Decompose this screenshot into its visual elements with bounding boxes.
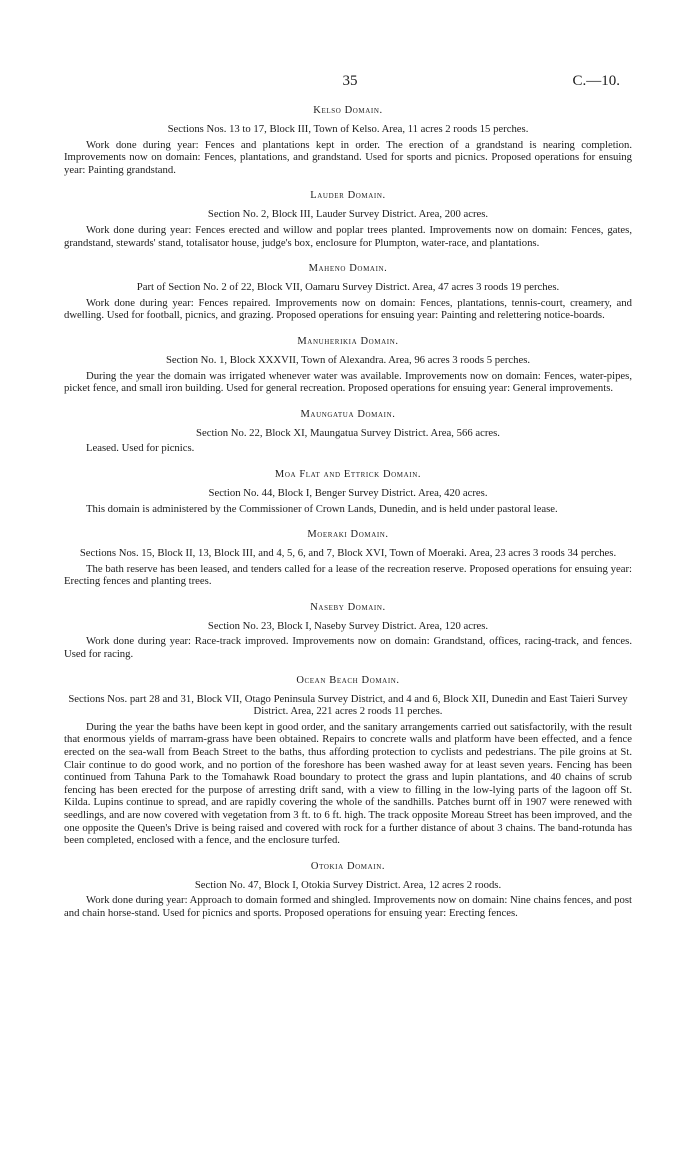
domain-description: The bath reserve has been leased, and tenders called for a lease of the recreation reserve. Proposed operations for ensuing year: Erecting fences and planting trees. bbox=[64, 562, 632, 588]
domain-section-maheno bbox=[64, 263, 632, 322]
domain-heading: Lauder Domain. bbox=[310, 190, 386, 202]
domain-description: Work done during year: Race-track improved. Improvements now on domain: Grandstand, offices, racing-track, and fences. Used for racing. bbox=[64, 635, 632, 661]
domain-location: Sections Nos. part 28 and 31, Block VII, Otago Peninsula Survey District, and 4 and 6, Block XII, Dunedin and East Taieri Survey District. Area, 221 acres 2 roods 11 perches. bbox=[68, 692, 628, 718]
domain-description: Work done during year: Fences erected and willow and poplar trees planted. Improvements now on domain: Fences, gates, grandstand, stewards' stand, totalisator house, judge's box, enclosure for Plumpton, water-race, and plantations. bbox=[64, 223, 632, 249]
domain-description: This domain is administered by the Commissioner of Crown Lands, Dunedin, and is held under pastoral lease. bbox=[86, 502, 558, 515]
domain-description: Work done during year: Fences repaired. Improvements now on domain: Fences, plantations, tennis-court, creamery, and dwelling. Used for football, picnics, and grazing. Proposed operations for ensuing year: Painting and relettering notice-boards. bbox=[64, 296, 632, 322]
domain-location: Section No. 47, Block I, Otokia Survey District. Area, 12 acres 2 roods. bbox=[194, 878, 502, 891]
domain-section-naseby bbox=[64, 602, 632, 661]
page-number: 35 bbox=[342, 73, 358, 89]
domain-heading: Naseby Domain. bbox=[310, 601, 386, 613]
domain-location: Section No. 22, Block XI, Maungatua Survey District. Area, 566 acres. bbox=[196, 426, 500, 439]
domain-heading: Ocean Beach Domain. bbox=[296, 674, 400, 686]
domain-description: Work done during year: Approach to domain formed and shingled. Improvements now on domain: Nine chains fences, and post and chain horse-stand. Used for picnics and sports. Proposed operations for ensuing year: Erecting fences. bbox=[64, 894, 632, 919]
domain-heading: Maungatua Domain. bbox=[300, 408, 396, 420]
domain-sections bbox=[64, 105, 632, 934]
domain-section-ocean-beach bbox=[64, 675, 632, 847]
domain-section-lauder bbox=[64, 190, 632, 249]
domain-section-manuherikia bbox=[64, 336, 632, 395]
domain-section-maungatua bbox=[64, 409, 632, 455]
domain-heading: Moeraki Domain. bbox=[307, 529, 389, 541]
domain-location: Section No. 44, Block I, Benger Survey District. Area, 420 acres. bbox=[208, 486, 488, 499]
domain-description: During the year the baths have been kept in good order, and the sanitary arrangements carried out satisfactorily, with the result that enormous yields of marram-grass have been obtained. Repairs to concrete walls and platform have been effected, and a fence erected on the sea-wall from Beach Street to the baths, thus affording protection to cyclists and pedestrians. The pile groins at St. Clair continue to do good work, and no portion of the foreshore has been washed away for at least seven years. Fencing has been continued from Tahuna Park to the Tomahawk Road boundary to protect the grass and lupin plantations, and 40 chains of scrub fencing has been erected for the purpose of arresting drift sand, with a view to filling in the low-lying parts of the lagoon off St. Kilda. Lupins continue to spread, and are rapidly covering the whole of the sandhills. Patches burnt off in 1907 were renewed with seedlings, and are now covered with vegetation from 3 ft. to 6 ft. high. The track opposite Moreau Street has been improved, and the one opposite the Queen's Drive is being raised and covered with rock for a further distance of about 3 chains. The band-rotunda has been completed, enclosed with a fence, and the enclosure turfed. bbox=[64, 720, 632, 847]
domain-location: Section No. 1, Block XXXVII, Town of Alexandra. Area, 96 acres 3 roods 5 perches. bbox=[165, 353, 531, 366]
domain-heading: Otokia Domain. bbox=[310, 860, 386, 872]
domain-description: Work done during year: Fences and plantations kept in order. The erection of a grandstand is nearing completion. Improvements now on domain: Fences, plantations, and grandstand. Used for sports and picnics. Proposed operations for ensuing year: Painting grandstand. bbox=[64, 138, 632, 176]
document-reference: C.—10. bbox=[572, 73, 620, 89]
domain-section-kelso bbox=[64, 105, 632, 176]
domain-description: Leased. Used for picnics. bbox=[86, 442, 195, 455]
domain-location: Section No. 2, Block III, Lauder Survey District. Area, 200 acres. bbox=[207, 208, 489, 221]
domain-heading: Maheno Domain. bbox=[308, 263, 388, 275]
domain-section-otokia bbox=[64, 861, 632, 920]
domain-section-moeraki bbox=[64, 529, 632, 588]
domain-heading: Kelso Domain. bbox=[313, 105, 383, 116]
domain-location: Section No. 23, Block I, Naseby Survey District. Area, 120 acres. bbox=[207, 619, 489, 632]
domain-location: Sections Nos. 13 to 17, Block III, Town of Kelso. Area, 11 acres 2 roods 15 perches. bbox=[167, 123, 529, 135]
domain-heading: Moa Flat and Ettrick Domain. bbox=[274, 468, 422, 480]
domain-location: Sections Nos. 15, Block II, 13, Block III, and 4, 5, 6, and 7, Block XVI, Town of Moeraki. Area, 23 acres 3 roods 34 perches. bbox=[79, 547, 617, 560]
domain-heading: Manuherikia Domain. bbox=[297, 335, 399, 347]
domain-location: Part of Section No. 2 of 22, Block VII, Oamaru Survey District. Area, 47 acres 3 roods 19 perches. bbox=[136, 281, 560, 294]
domain-section-moa-flat-ettrick bbox=[64, 469, 632, 515]
domain-description: During the year the domain was irrigated whenever water was available. Improvements now on domain: Fences, water-pipes, picket fence, and small iron building. Used for general recreation. Proposed operations for ensuing year: General improvements. bbox=[64, 369, 632, 395]
